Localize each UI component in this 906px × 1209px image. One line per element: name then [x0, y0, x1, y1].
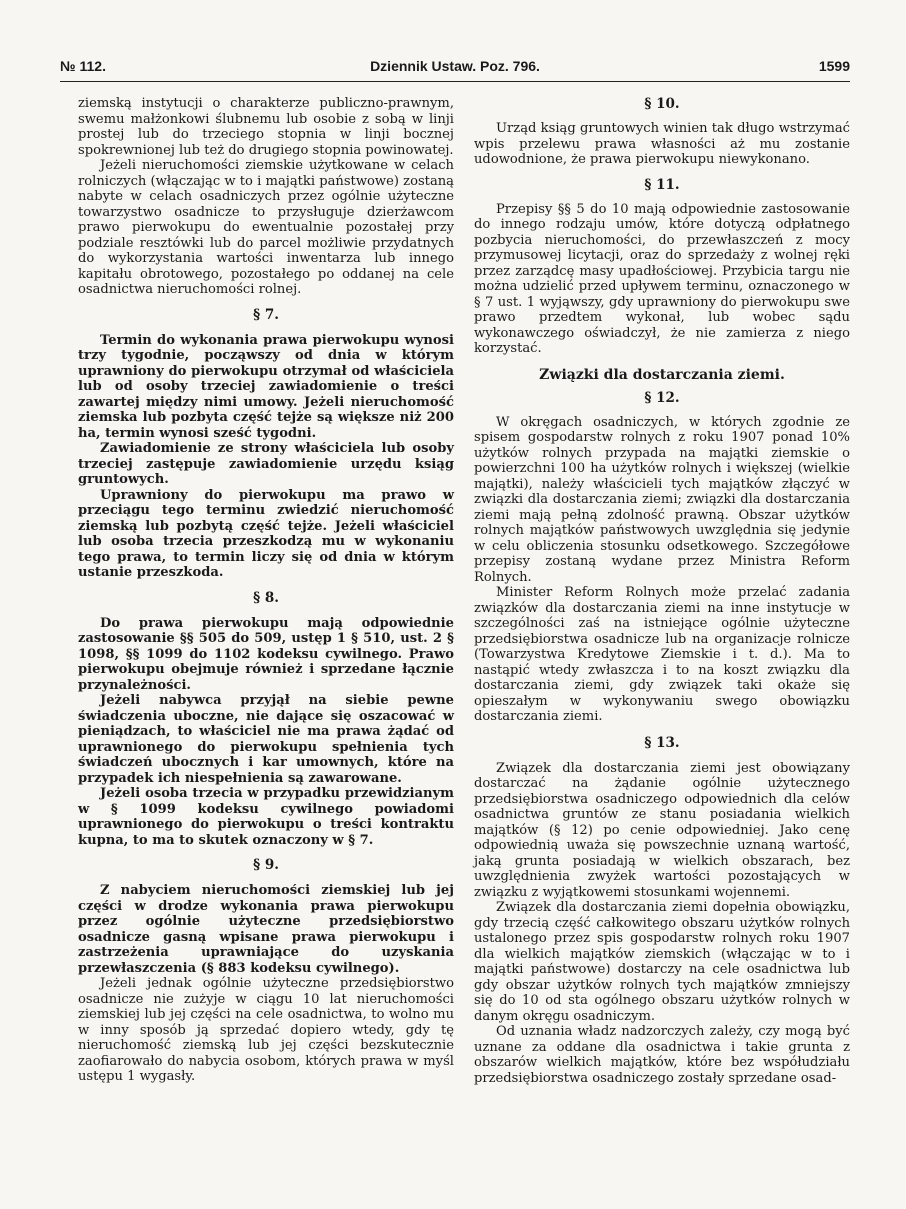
- paragraph: Jeżeli jednak ogólnie użyteczne przedsiębiorstwo osadnicze nie zużyje w ciągu 10 lat nieruchomości ziemskiej lub jej części na cele osadnictwa, to wolno mu w inny sposób ją sprzedać dopiero wtedy, gdy tę nieruchomość ziemską lub jej części bezskutecznie zaofiarowało do nabycia osobom, których prawa w myśl ustępu 1 wygasły.: [78, 976, 454, 1084]
- paragraph: ziemską instytucji o charakterze publiczno-prawnym, swemu małżonkowi ślubnemu lub osobie z sobą w linji prostej lub do trzeciego stopnia w linji bocznej spokrewnionej lub też do drugiego stopnia powinowatej.: [78, 96, 454, 158]
- paragraph: Urząd ksiąg gruntowych winien tak długo wstrzymać wpis przelewu prawa własności aż mu zostanie udowodnione, że prawa pierwokupu niewykonano.: [474, 121, 850, 167]
- left-column: [78, 96, 454, 1085]
- section-heading-11: § 11.: [644, 176, 680, 193]
- paragraph: Jeżeli nabywca przyjął na siebie pewne świadczenia uboczne, nie dające się oszacować w pieniądzach, to właściciel nie ma prawa żądać od uprawnionego do pierwokupu spełnienia tych świadczeń ubocznych i kar umownych, które na przypadek ich niespełnienia są zawarowane.: [78, 693, 454, 786]
- paragraph: Jeżeli nieruchomości ziemskie użytkowane w celach rolniczych (włączając w to i majątki państwowe) zostaną nabyte w celach osadniczych przez ogólnie użyteczne towarzystwo osadnicze to przysługuje dzierżawcom prawo pierwokupu do ewentualnie pozostałej przy podziale resztówki lub do parcel możliwie przydatnych do wykorzystania wartości inwentarza lub innego kapitału obrotowego, pozostałego po oddanej na cele osadnictwa nieruchomości rolnej.: [78, 158, 454, 297]
- paragraph: Jeżeli osoba trzecia w przypadku przewidzianym w § 1099 kodeksu cywilnego powiadomi uprawnionego do pierwokupu o treści kontraktu kupna, to ma to skutek oznaczony w § 7.: [78, 786, 454, 848]
- section-heading-13: § 13.: [644, 734, 680, 751]
- issue-number: № 112.: [60, 58, 106, 74]
- paragraph: Z nabyciem nieruchomości ziemskiej lub jej części w drodze wykonania prawa pierwokupu przez ogólnie użyteczne przedsiębiorstwo osadnicze gasną wpisane prawa pierwokupu i zastrzeżenia uprawniające do uzyskania przewłaszczenia (§ 883 kodeksu cywilnego).: [78, 883, 454, 976]
- paragraph: Związek dla dostarczania ziemi jest obowiązany dostarczać na żądanie ogólnie użytecznego przedsiębiorstwa osadniczego odpowiednich dla celów osadnictwa gruntów ze stanu posiadania wielkich majątków (§ 12) po cenie odpowiedniej. Jako cenę odpowiednią uważa się powszechnie uznaną wartość, jaką grunta posiadają w wielkich obszarach, bez uwzględnienia zwyżek wartości pozostających w związku z wyjątkowemi stosunkami wojennemi.: [474, 760, 850, 900]
- paragraph: Przepisy §§ 5 do 10 mają odpowiednie zastosowanie do innego rodzaju umów, które dotyczą odpłatnego pozbycia nieruchomości, do przewłaszczeń z mocy przymusowej licytacji, oraz do sprzedaży z wolnej ręki przez zarządcę masy upadłościowej. Przybicia targu nie można udzielić przed upływem terminu, oznaczonego w § 7 ust. 1 wyjąwszy, gdy uprawniony do pierwokupu swe prawo przedtem wykonał, lub wobec sądu wykonawczego oświadczył, że nie zamierza z niego korzystać.: [474, 201, 850, 356]
- paragraph: Uprawniony do pierwokupu ma prawo w przeciągu tego terminu zwiedzić nieruchomość ziemską lub pozbytą część tejże. Jeżeli właściciel lub osoba trzecia przeszkodzą mu w wykonaniu tego prawa, to termin liczy się od dnia w którym ustanie przeszkoda.: [78, 487, 454, 580]
- section-heading-10: § 10.: [644, 96, 680, 112]
- section-heading-7: § 7.: [253, 306, 279, 323]
- chapter-heading: Związki dla dostarczania ziemi.: [539, 366, 785, 383]
- section-heading-8: § 8.: [253, 589, 279, 606]
- paragraph: Związek dla dostarczania ziemi dopełnia obowiązku, gdy trzecią część całkowitego obszaru użytków rolnych ustalonego przez spis gospodarstw rolnych roku 1907 dla wielkich majątków ziemskich (włączając w to i majątki państwowe) dostarczy na cele osadnictwa lub gdy obszar użytków rolnych tych majątków zmniejszy się do 10 od sta ogólnego obszaru użytków rolnych w danym okręgu osadniczym.: [474, 900, 850, 1024]
- journal-title: Dziennik Ustaw. Poz. 796.: [370, 58, 540, 74]
- running-header: [60, 58, 850, 80]
- right-column: [474, 96, 850, 1086]
- header-rule: [60, 81, 850, 82]
- section-heading-9: § 9.: [253, 857, 279, 873]
- paragraph: Zawiadomienie ze strony właściciela lub osoby trzeciej zastępuje zawiadomienie urzędu ksiąg gruntowych.: [78, 441, 454, 487]
- paragraph: Minister Reform Rolnych może przelać zadania związków dla dostarczania ziemi na inne instytucje w szczególności zaś na istniejące ogólnie użyteczne przedsiębiorstwa osadnicze lub na organizacje rolnicze (Towarzystwa Kredytowe Ziemskie i t. d.). Ma to nastąpić wtedy zwłaszcza i to na koszt związku dla dostarczania ziemi, gdy związek taki okaże się opieszałym w wykonywaniu swego obowiązku dostarczania ziemi.: [474, 585, 850, 724]
- paragraph: W okręgach osadniczych, w których zgodnie ze spisem gospodarstw rolnych z roku 1907 ponad 10% użytków rolnych przypada na majątki ziemskie o powierzchni 100 ha użytków rolnych i większej (wielkie majątki), należy właścicieli tych majątków złączyć w związki dla dostarczania ziemi; związki dla dostarczania ziemi mają pełną zdolność prawną. Obszar użytków rolnych majątków państwowych uwzględnia się jedynie w celu obliczenia stosunku odsetkowego. Szczegółowe przepisy zostaną wydane przez Ministra Reform Rolnych.: [474, 414, 850, 585]
- paragraph: Termin do wykonania prawa pierwokupu wynosi trzy tygodnie, począwszy od dnia w którym uprawniony do pierwokupu otrzymał od właściciela lub od osoby trzeciej zawiadomienie o treści zawartej między nimi umowy. Jeżeli nieruchomość ziemska lub pozbyta część tejże są większe niż 200 ha, termin wynosi sześć tygodni.: [78, 332, 454, 441]
- page-number: 1599: [818, 58, 850, 74]
- section-heading-12: § 12.: [644, 389, 680, 406]
- paragraph: Do prawa pierwokupu mają odpowiednie zastosowanie §§ 505 do 509, ustęp 1 § 510, ust. 2 § 1098, §§ 1099 do 1102 kodeksu cywilnego. Prawo pierwokupu obejmuje również i sprzedane łącznie przynależności.: [78, 615, 454, 693]
- paragraph: Od uznania władz nadzorczych zależy, czy mogą być uznane za oddane dla osadnictwa i takie grunta z obszarów wielkich majątków, które bez współudziału przedsiębiorstwa osadniczego zostały sprzedane osad-: [474, 1024, 850, 1086]
